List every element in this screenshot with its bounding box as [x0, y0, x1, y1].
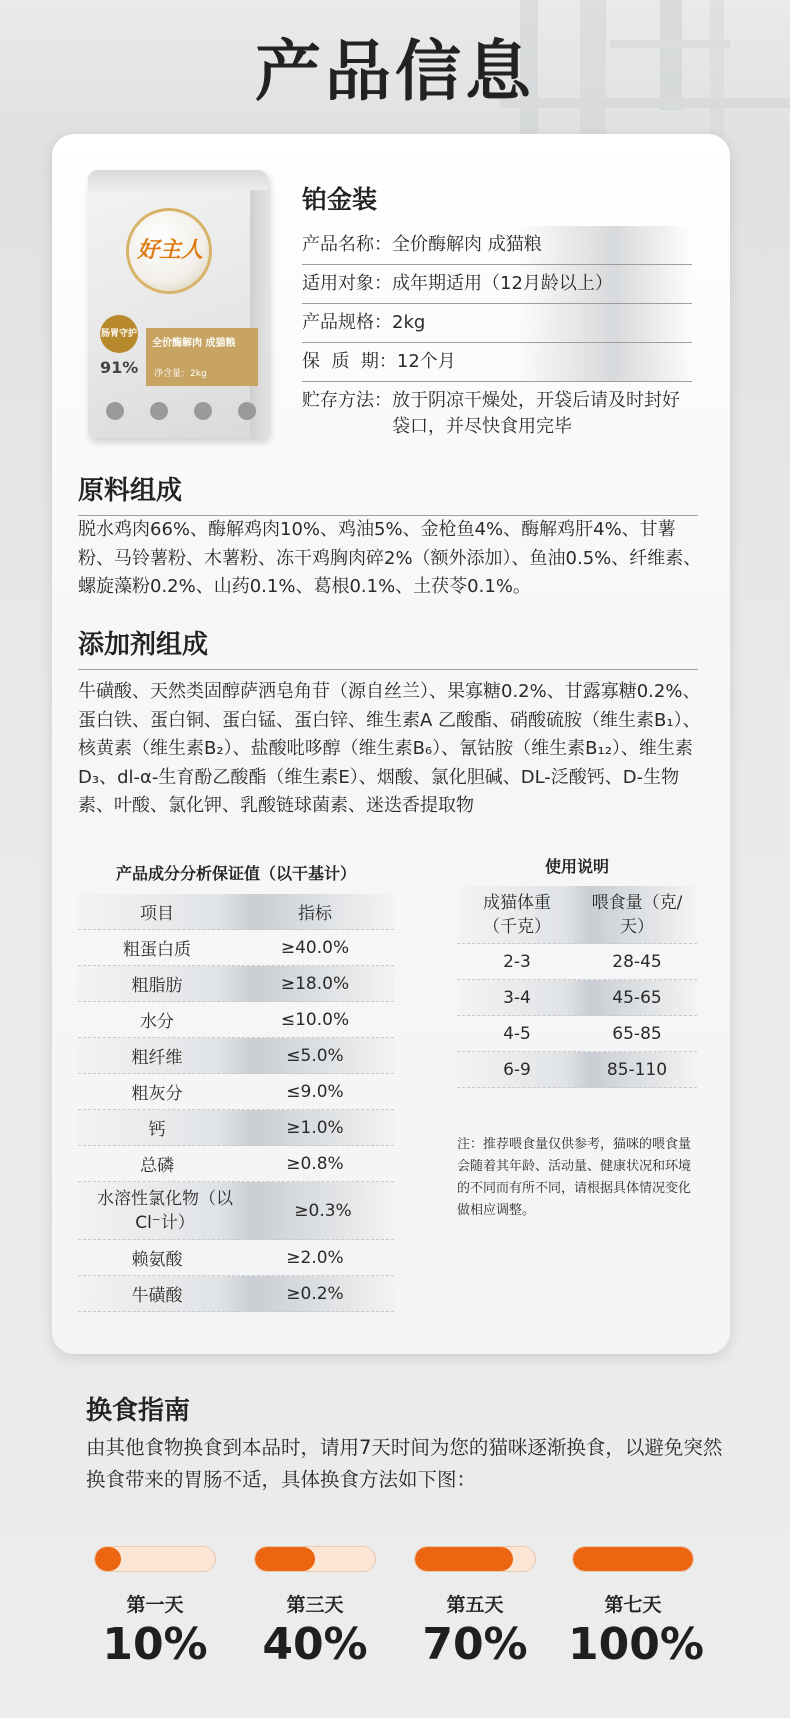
- guide-title: 换食指南: [86, 1396, 191, 1426]
- table-row: [78, 1110, 394, 1146]
- product-info-card: [52, 134, 730, 1354]
- table-row: [457, 1052, 697, 1088]
- analysis-table: [78, 894, 394, 1312]
- table-cell: ≥0.3%: [294, 1200, 352, 1221]
- info-key: 贮存方法：: [302, 390, 392, 411]
- table-row: [78, 966, 394, 1002]
- info-key: 保 质 期：: [302, 351, 397, 372]
- table-cell: ≥0.8%: [286, 1153, 344, 1174]
- table-header: [78, 894, 394, 930]
- bag-brand: 好主人: [136, 238, 203, 263]
- table-cell: 水溶性氯化物（以Cl⁻计）: [97, 1188, 233, 1233]
- info-value: 成年期适用（12月龄以上）: [392, 273, 613, 294]
- table-cell: ≥0.2%: [286, 1283, 344, 1304]
- table-row: [78, 1146, 394, 1182]
- table-cell: ≤10.0%: [280, 1009, 350, 1030]
- product-edition: 铂金装: [302, 185, 378, 214]
- bag-badge: 肠胃守护: [100, 315, 138, 353]
- table-cell: 28-45: [612, 951, 662, 972]
- step-day: 第五天: [446, 1594, 504, 1616]
- info-row-shelf-life: [302, 343, 692, 382]
- additives-title: 添加剂组成: [78, 624, 698, 670]
- progress-bar: [94, 1546, 216, 1572]
- step-percentage: 40%: [262, 1619, 368, 1670]
- table-row: [457, 1016, 697, 1052]
- ingredients-text: 脱水鸡肉66%、酶解鸡肉10%、鸡油5%、金枪鱼4%、酶解鸡肝4%、甘薯粉、马铃薯粉、木薯粉、冻干鸡胸肉碎2%（额外添加）、鱼油0.5%、纤维素、螺旋藻粉0.2%、山药0.1%、葛根0.1%、土茯苓0.1%。: [78, 519, 702, 597]
- table-header: [457, 886, 697, 944]
- bag-label-text: 全价酶解肉 成猫粮: [152, 338, 236, 349]
- table-cell: 6-9: [503, 1059, 531, 1080]
- step-percentage: 70%: [422, 1619, 528, 1670]
- table-cell: 3-4: [503, 987, 531, 1008]
- table-cell: 粗蛋白质: [123, 940, 191, 960]
- guide-step: [90, 1546, 220, 1670]
- step-day: 第一天: [126, 1594, 184, 1616]
- table-cell: ≤9.0%: [286, 1081, 344, 1102]
- product-bag-image: [88, 170, 268, 438]
- table-cell: 水分: [140, 1012, 174, 1032]
- table-row: [78, 1240, 394, 1276]
- table-header-cell: 指标: [298, 904, 332, 924]
- table-cell: 45-65: [612, 987, 662, 1008]
- table-cell: 粗纤维: [131, 1048, 183, 1068]
- table-cell: 4-5: [503, 1023, 531, 1044]
- info-key: 适用对象：: [302, 273, 392, 294]
- table-cell: 2-3: [503, 951, 531, 972]
- bag-weight: 净含量：2kg: [154, 369, 207, 379]
- table-row: [78, 930, 394, 966]
- table-header-cell: 成猫体重（千克）: [483, 892, 551, 937]
- table-cell: ≥2.0%: [286, 1247, 344, 1268]
- product-info: [302, 180, 692, 446]
- table-row: [78, 1038, 394, 1074]
- info-value: 全价酶解肉 成猫粮: [392, 234, 542, 255]
- info-value: 放于阴凉干燥处，开袋后请及时封好袋口，并尽快食用完毕: [392, 390, 680, 437]
- progress-bar: [254, 1546, 376, 1572]
- info-row-target: [302, 265, 692, 304]
- table-row: [78, 1182, 394, 1240]
- usage-note: 注：推荐喂食量仅供参考，猫咪的喂食量会随着其年龄、活动量、健康状况和环境的不同而有所不同，请根据具体情况变化做相应调整。: [457, 1137, 692, 1218]
- bag-feature-icons: [106, 402, 256, 420]
- bag-protein-pct: 91%: [100, 358, 139, 377]
- analysis-table-title: 产品成分分析保证值（以干基计）: [115, 864, 356, 883]
- guide-step: [568, 1546, 704, 1670]
- guide-step: [410, 1546, 540, 1670]
- step-percentage: 10%: [102, 1619, 208, 1670]
- table-row: [457, 980, 697, 1016]
- feature-icon: [194, 402, 212, 420]
- table-row: [457, 944, 697, 980]
- table-cell: ≥40.0%: [280, 937, 350, 958]
- progress-fill: [573, 1547, 693, 1571]
- info-key: 产品名称：: [302, 234, 392, 255]
- info-value: 12个月: [396, 351, 456, 372]
- additives-text: 牛磺酸、天然类固醇萨洒皂角苷（源自丝兰）、果寡糖0.2%、甘露寡糖0.2%、蛋白铁、蛋白铜、蛋白锰、蛋白锌、维生素A 乙酸酯、硝酸硫胺（维生素B₁）、核黄素（维生素B₂）、盐酸吡哆醇（维生素B₆）、氰钴胺（维生素B₁₂）、维生素D₃、dl-α-生育酚乙酸酯（维生素E）、烟酸、氯化胆碱、DL-泛酸钙、D-生物素、叶酸、氯化钾、乳酸链球菌素、迷迭香提取物: [78, 681, 701, 816]
- progress-bar: [572, 1546, 694, 1572]
- usage-table: [457, 886, 697, 1088]
- page-title: 产品信息: [255, 33, 535, 110]
- table-cell: ≤5.0%: [286, 1045, 344, 1066]
- guide-step: [250, 1546, 380, 1670]
- table-cell: 总磷: [140, 1156, 174, 1176]
- table-row: [78, 1276, 394, 1312]
- table-cell: 牛磺酸: [131, 1286, 183, 1306]
- progress-fill: [95, 1547, 121, 1571]
- table-header-cell: 喂食量（克/天）: [591, 892, 683, 937]
- guide-text: 由其他食物换食到本品时，请用7天时间为您的猫咪逐渐换食，以避免突然换食带来的胃肠不适，具体换食方法如下图：: [86, 1436, 723, 1491]
- table-cell: 85-110: [606, 1059, 668, 1080]
- info-key: 产品规格：: [302, 312, 392, 333]
- table-cell: ≥18.0%: [280, 973, 350, 994]
- feature-icon: [106, 402, 124, 420]
- table-row: [78, 1002, 394, 1038]
- progress-fill: [255, 1547, 315, 1571]
- info-value: 2kg: [392, 312, 426, 333]
- progress-bar: [414, 1546, 536, 1572]
- table-row: [78, 1074, 394, 1110]
- table-cell: 粗灰分: [131, 1084, 183, 1104]
- feature-icon: [150, 402, 168, 420]
- info-row-name: [302, 226, 692, 265]
- table-cell: 65-85: [612, 1023, 662, 1044]
- table-cell: ≥1.0%: [286, 1117, 344, 1138]
- table-header-cell: 项目: [140, 904, 174, 924]
- info-row-spec: [302, 304, 692, 343]
- info-row-storage: [302, 382, 692, 446]
- table-cell: 粗脂肪: [131, 976, 183, 996]
- step-day: 第七天: [604, 1594, 662, 1616]
- progress-fill: [415, 1547, 513, 1571]
- usage-table-title: 使用说明: [544, 857, 609, 876]
- table-cell: 钙: [148, 1120, 166, 1140]
- feature-icon: [238, 402, 256, 420]
- ingredients-title: 原料组成: [78, 470, 698, 516]
- step-day: 第三天: [286, 1594, 344, 1616]
- step-percentage: 100%: [568, 1619, 704, 1670]
- table-cell: 赖氨酸: [131, 1250, 183, 1270]
